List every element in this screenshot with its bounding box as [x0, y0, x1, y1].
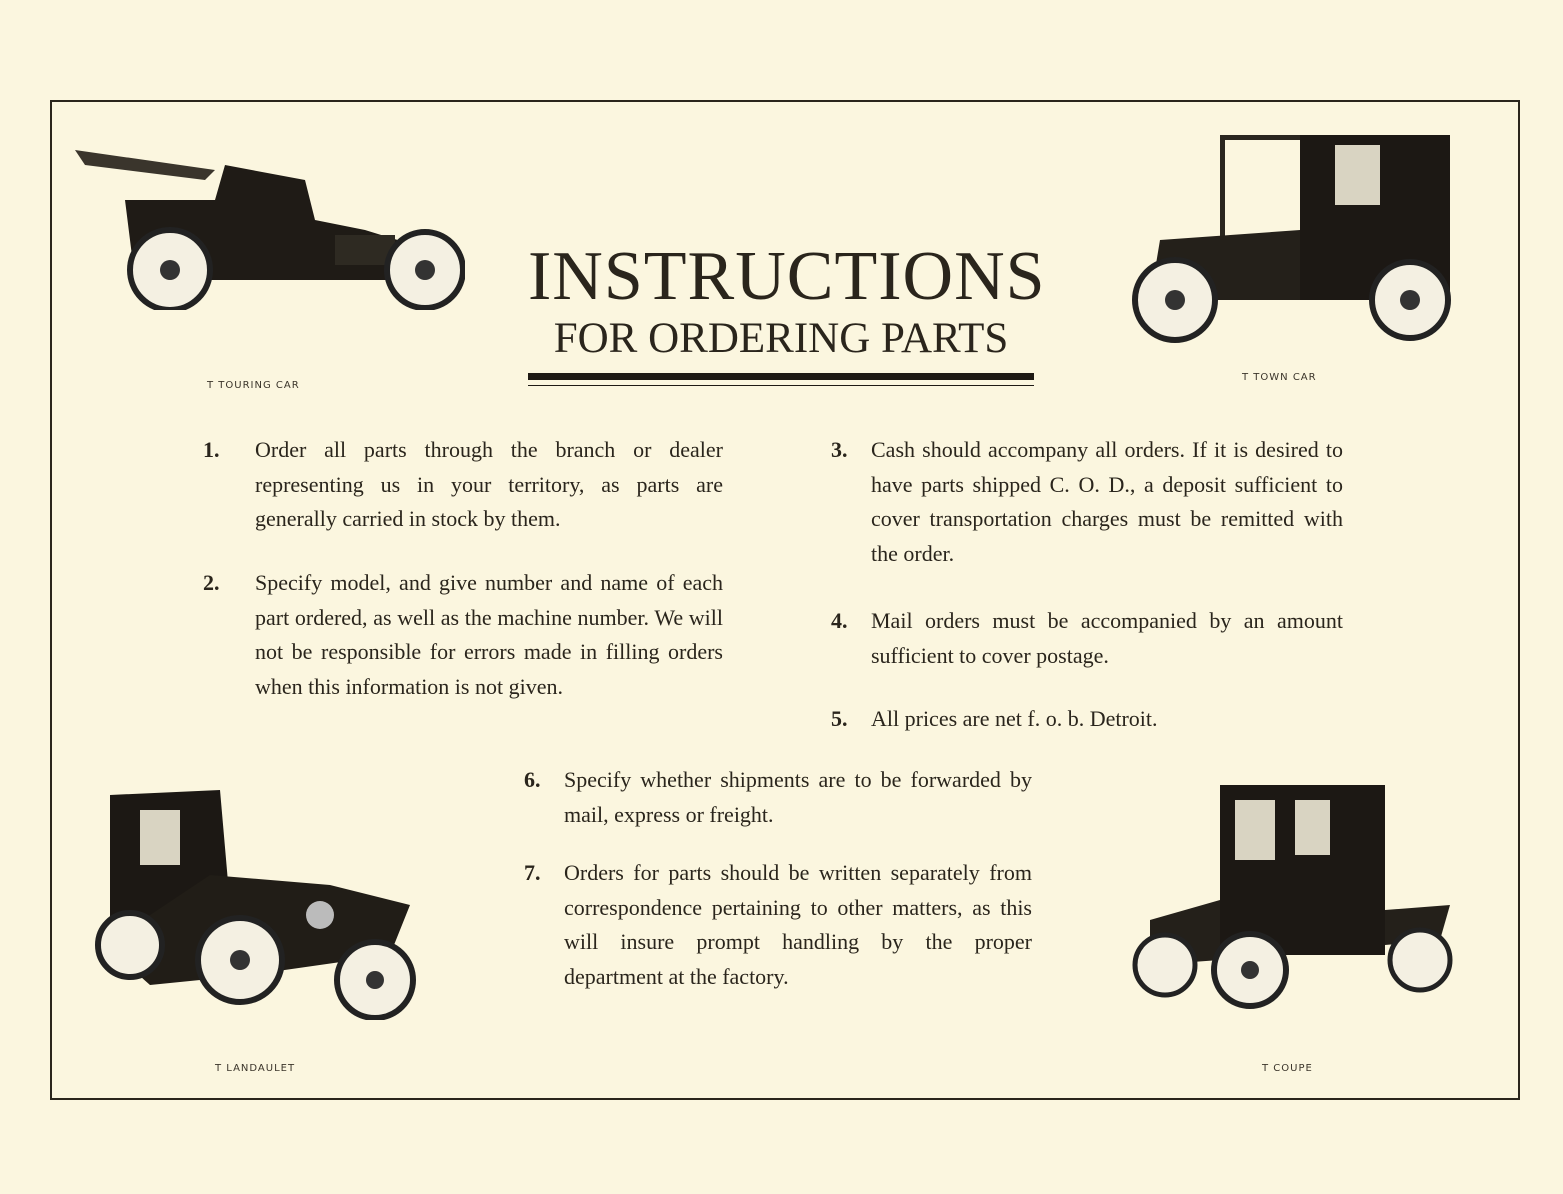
item-text: Mail orders must be accompanied by an amount sufficient to cover postage.	[871, 608, 1343, 668]
item-number: 4.	[831, 608, 848, 633]
item-text: Orders for parts should be written separately from correspondence pertaining to other matters, as this will insure prompt handling by the proper department at the factory.	[564, 860, 1032, 989]
item-number: 6.	[524, 767, 541, 792]
item-number: 5.	[831, 706, 848, 731]
car-caption: T TOWN CAR	[1242, 372, 1317, 383]
title-thick-rule	[528, 373, 1034, 380]
item-number: 1.	[203, 437, 220, 462]
item-text: Cash should accompany all orders. If it is desired to have parts shipped C. O. D., a deposit sufficient to cover transportation charges must be remitted with the order.	[871, 437, 1343, 566]
item-text: Specify whether shipments are to be forwarded by mail, express or freight.	[564, 767, 1032, 827]
item-text: All prices are net f. o. b. Detroit.	[871, 706, 1158, 731]
town-car-illustration	[1120, 130, 1460, 345]
landaulet-illustration	[90, 785, 430, 1020]
title-line-2: FOR ORDERING PARTS	[553, 315, 1009, 362]
coupe-illustration	[1130, 780, 1460, 1010]
title-line-1: INSTRUCTIONS	[528, 238, 1046, 315]
car-caption: T TOURING CAR	[207, 380, 300, 391]
touring-car-illustration	[65, 120, 465, 310]
item-number: 7.	[524, 860, 541, 885]
item-number: 2.	[203, 570, 220, 595]
item-text: Specify model, and give number and name of each part ordered, as well as the machine number. We will not be responsible for errors made in filling orders when this information is not given.	[255, 570, 723, 699]
item-text: Order all parts through the branch or dealer representing us in your territory, as parts are generally carried in stock by them.	[255, 437, 723, 531]
car-caption: T LANDAULET	[215, 1063, 296, 1074]
car-caption: T COUPE	[1262, 1063, 1313, 1074]
item-number: 3.	[831, 437, 848, 462]
title-thin-rule	[528, 385, 1034, 386]
page-title	[528, 238, 1046, 364]
